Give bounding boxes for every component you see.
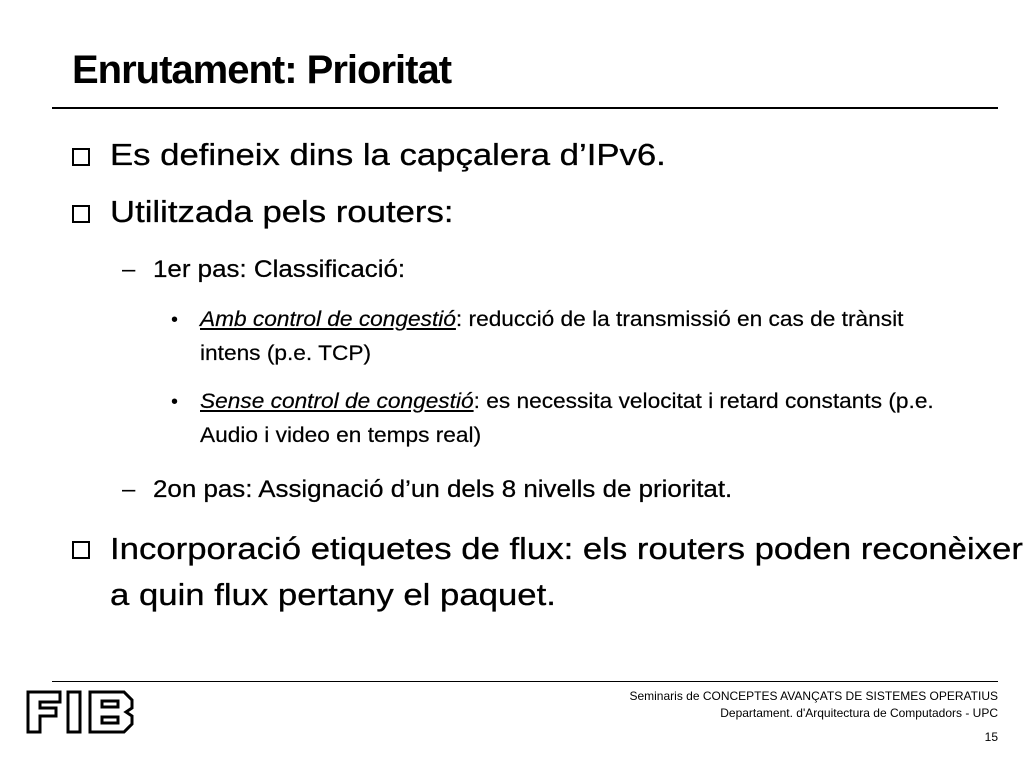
term-description: : reducció de la transmissió en cas de trànsit intens (p.e. TCP) [200,308,904,365]
term-label: Sense control de congestió [200,390,474,413]
sub-item: 2on pas: Assignació d’un dels 8 nivells de prioritat. [153,476,733,503]
course-name: Seminaris de CONCEPTES AVANÇATS DE SISTEMES OPERATIUS [629,689,998,703]
bullet-item: Utilitzada pels routers: [110,194,454,229]
slide-title: Enrutament: Prioritat [72,48,452,92]
department-name: Departament. d'Arquitectura de Computadors - UPC [720,706,998,720]
sub-sub-item [200,385,934,453]
term-description: : es necessita velocitat i retard constants (p.e. Audio i video en temps real) [200,390,934,447]
term-label: Amb control de congestió [200,308,456,331]
checkbox-bullet-icon [72,541,90,559]
title-rule [52,107,998,109]
dash-marker: – [122,256,136,283]
dot-marker: • [171,309,179,331]
footer-rule [52,681,998,682]
dot-marker: • [171,391,179,413]
bullet-item: Incorporació etiquetes de flux: els routers poden reconèixer a quin flux pertany el paquet. [110,531,1023,612]
checkbox-bullet-icon [72,205,90,223]
dash-marker: – [122,476,136,503]
sub-sub-item [200,303,903,371]
checkbox-bullet-icon [72,148,90,166]
sub-item: 1er pas: Classificació: [153,256,406,283]
bullet-item: Es defineix dins la capçalera d’IPv6. [110,137,666,172]
fib-logo [24,688,144,736]
page-number: 15 [984,730,998,744]
